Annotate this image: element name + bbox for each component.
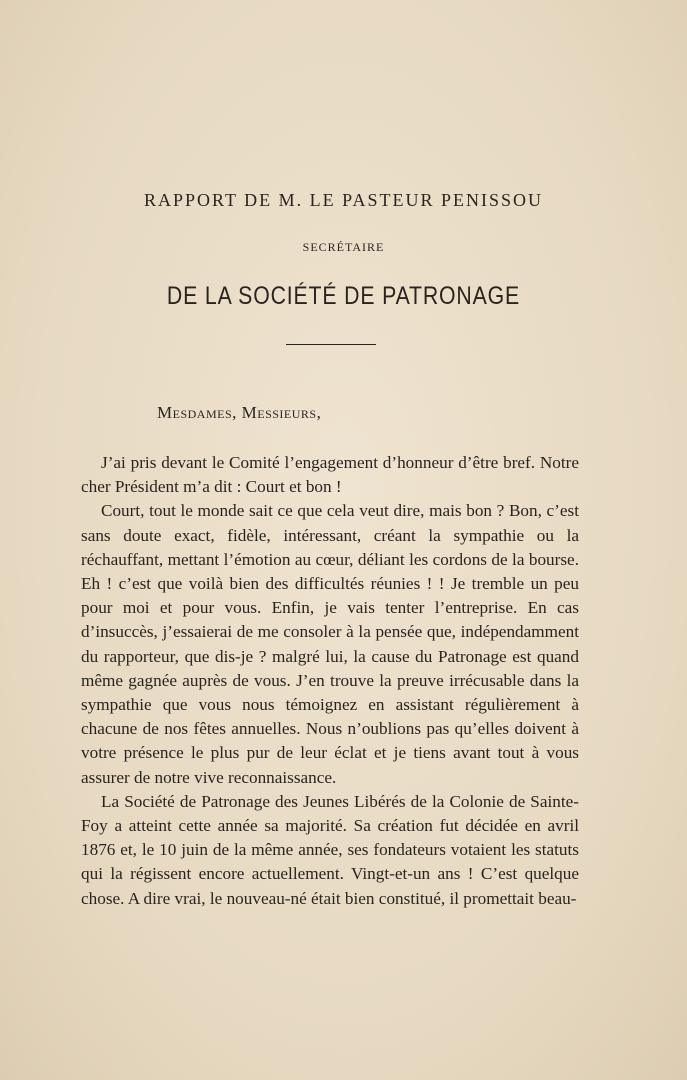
paragraph: Court, tout le monde sait ce que cela veut dire, mais bon ? Bon, c’est sans doute exact, fidèle, intéressant, créant la sympathie ou la réchauffant, mettant l’émotion au cœur, déliant les cordons de la bourse. Eh ! c’est que voilà bien des difficultés réunies ! ! Je tremble un peu pour moi et pour vous. Enfin, je vais tenter l’entreprise. En cas d’insuccès, j’essaierai de me consoler à la pensée que, indépendamment du rapporteur, que dis-je ? malgré lui, la cause du Patronage est quand même gagnée auprès de vous. J’en trouve la preuve irrécusable dans la sympathie que vous nous témoignez en assistant régulièrement à chacune de nos fêtes annuelles. Nous n’oublions pas qu’elles doivent à votre présence le plus pur de leur éclat et je tiens avant tout à vous assurer de notre vive reconnaissance.	[81, 501, 579, 787]
paragraph: J’ai pris devant le Comité l’engagement d’honneur d’être bref. Notre cher Président m’a dit : Court et bon !	[81, 453, 579, 497]
report-title: RAPPORT DE M. LE PASTEUR PENISSOU	[144, 190, 543, 210]
title-divider	[286, 344, 376, 345]
salutation: Mesdames, Messieurs,	[157, 403, 322, 422]
body-text	[81, 451, 579, 911]
society-title: DE LA SOCIÉTÉ DE PATRONAGE	[166, 282, 521, 310]
report-subtitle: SECRÉTAIRE	[302, 240, 385, 254]
paragraph: La Société de Patronage des Jeunes Libérés de la Colonie de Sainte-Foy a atteint cette année sa majorité. Sa création fut décidée en avril 1876 et, le 10 juin de la même année, ses fondateurs votaient les statuts qui la régissent encore actuellement. Vingt-et-un ans ! C’est quelque chose. A dire vrai, le nouveau-né était bien constitué, il promettait beau-	[81, 791, 579, 908]
